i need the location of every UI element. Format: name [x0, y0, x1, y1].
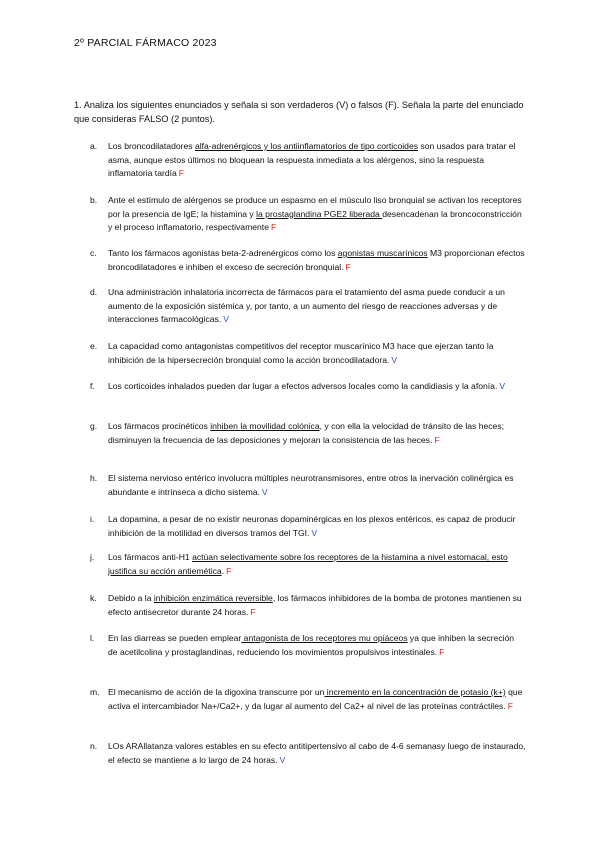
statement-letter: g. — [90, 421, 98, 431]
statement-item — [90, 632, 526, 659]
statement-text — [108, 286, 526, 327]
statement-letter: d. — [90, 287, 98, 297]
statement-fragment: . — [221, 565, 225, 576]
statement-item — [90, 420, 526, 447]
statement-fragment: Los fármacos anti-H1 — [108, 552, 193, 562]
statement-fragment: ya que inhiben la secreción de acetilcolina y prostaglandinas, reduciendo los movimientos propulsivos intestinales. — [108, 633, 515, 657]
statement-fragment: Ante el estímulo de alérgenos se produce un espasmo en el músculo liso bronquial se activan los receptores por la presencia de IgE; la histamina y — [108, 195, 522, 219]
statement-text — [108, 551, 526, 578]
underlined-false-part: la prostaglandina PGE2 liberada — [256, 208, 383, 219]
statement-text — [108, 592, 526, 619]
true-mark: V — [499, 381, 506, 391]
false-mark: F — [434, 434, 440, 445]
statement-letter: c. — [90, 248, 97, 258]
statement-text — [108, 380, 526, 394]
true-mark: V — [311, 527, 318, 538]
statement-fragment: La dopamina, a pesar de no existir neuronas dopaminérgicas en los plexos entéricos, es capaz de producir inhibición de la motilidad en diversos tramos del TGI. — [108, 514, 516, 538]
statement-fragment: son usados para tratar el asma, aunque estos últimos no bloquean la respuesta inmediata a los alérgenos, sino la respuesta inflamatoria tardía — [108, 141, 516, 178]
statement-fragment: que activa el intercambiador Na+/Ca2+, y da lugar al aumento del Ca2+ al nivel de las proteínas contráctiles. — [108, 687, 523, 711]
statement-fragment: desencadenan la broncoconstricción y el proceso inflamatorio, respectivamente — [108, 208, 522, 232]
false-mark: F — [507, 700, 513, 711]
statement-text — [108, 194, 526, 235]
statement-letter: k. — [90, 593, 97, 603]
statement-text — [108, 420, 526, 447]
underlined-false-part: antagonista de los receptores mu opiáceos — [241, 633, 408, 643]
true-mark: V — [261, 486, 268, 497]
false-mark: F — [226, 565, 232, 576]
statement-fragment: LOs ARAllatanza valores estables en su efecto antitipertensivo al cabo de 4-6 semanasy luego de instaurado, el efecto se mantiene a lo largo de 24 horas. — [108, 741, 526, 765]
underlined-false-part: inhiben la movilidad colónica — [210, 421, 320, 431]
statement-item — [90, 513, 526, 540]
false-mark: F — [439, 646, 445, 657]
statement-fragment: , y con ella la velocidad de tránsito de las heces; disminuyen la frecuencia de las deposiciones y mejoran la consistencia de las heces. — [108, 421, 505, 445]
underlined-false-part: inhibición enzimática reversible — [153, 593, 273, 603]
true-mark: V — [279, 754, 286, 765]
statement-letter: j. — [90, 552, 95, 562]
page-title: 2º PARCIAL FÁRMACO 2023 — [74, 37, 217, 49]
statement-fragment: El sistema nervioso entérico involucra múltiples neurotransmisores, entre otros la inervación colinérgica es abundante e intrínseca a dicho sistema. — [108, 473, 514, 497]
statement-fragment: La capacidad como antagonistas competitivos del receptor muscarínico M3 hace que ejerzan tanto la inhibición de la hipersecreción bronquial como la acción broncodilatadora. — [108, 341, 494, 365]
question-statement: 1. Analiza los siguientes enunciados y señala si son verdaderos (V) o falsos (F). Señala la parte del enunciado que consideras FALSO (2 puntos). — [74, 100, 524, 124]
false-mark: F — [270, 222, 277, 232]
statement-fragment: Debido a la — [108, 593, 154, 603]
underlined-false-part: alfa-adrenérgicos y los antiinflamatorios de tipo corticoides — [194, 141, 419, 151]
underlined-false-part: incremento en la concentración de potasio (k+) — [324, 687, 506, 697]
statement-letter: l. — [90, 633, 95, 643]
statement-text — [108, 472, 526, 499]
statement-item — [90, 592, 526, 619]
statement-fragment: , los fármacos inhibidores de la bomba de protones mantienen su efecto antisecretor durante 24 horas. — [108, 593, 522, 617]
true-mark: V — [391, 354, 398, 365]
statement-fragment: Los corticoides inhalados pueden dar lugar a efectos adversos locales como la candidiasis y la afonía. — [108, 381, 498, 391]
statement-item — [90, 140, 526, 181]
statement-fragment: Tanto los fármacos agonistas beta-2-adrenérgicos como los — [108, 248, 338, 258]
statement-item — [90, 740, 526, 767]
statement-fragment: En las diarreas se pueden emplear — [108, 633, 242, 643]
underlined-false-part: actúan selectivamente sobre los receptores de la histamina a nivel estomacal, esto justifica su acción antiemética — [108, 552, 508, 576]
statement-letter: a. — [90, 141, 98, 151]
statement-text — [108, 140, 526, 181]
statement-item — [90, 472, 526, 499]
statement-text — [108, 686, 526, 713]
false-mark: F — [250, 606, 256, 617]
false-mark: F — [345, 261, 351, 272]
statement-fragment: El mecanismo de acción de la digoxina transcurre por un — [108, 687, 325, 697]
false-mark: F — [178, 168, 185, 178]
statement-text — [108, 632, 526, 659]
statement-item — [90, 686, 526, 713]
statement-letter: i. — [90, 514, 95, 524]
statement-item — [90, 380, 526, 394]
statement-letter: f. — [90, 381, 95, 391]
statement-fragment: Una administración inhalatoria incorrecta de fármacos para el tratamiento del asma puede conducir a un aumento de la exposición sistémica y, por tanto, a un aumento del riesgo de reacciones adversas y de interacciones farmacológicas. — [108, 287, 505, 324]
statement-text — [108, 340, 526, 367]
statement-item — [90, 340, 526, 367]
statement-item — [90, 286, 526, 327]
statement-letter: b. — [90, 195, 98, 205]
statement-text — [108, 513, 526, 540]
underlined-false-part: agonistas muscarínicos — [337, 248, 428, 258]
statement-item — [90, 194, 526, 235]
statement-item — [90, 247, 526, 274]
statement-fragment: M3 proporcionan efectos broncodilatadores e inhiben el exceso de secreción bronquial. — [108, 248, 525, 272]
statement-letter: h. — [90, 473, 98, 483]
statement-letter: e. — [90, 341, 98, 351]
statement-text — [108, 740, 526, 767]
statement-text — [108, 247, 526, 274]
statement-letter: m. — [90, 687, 100, 697]
statement-item — [90, 551, 526, 578]
statement-fragment: Los broncodilatadores — [108, 141, 195, 151]
statement-fragment: Los fármacos procinéticos — [108, 421, 211, 431]
true-mark: V — [223, 314, 229, 324]
statement-letter: n. — [90, 741, 98, 751]
